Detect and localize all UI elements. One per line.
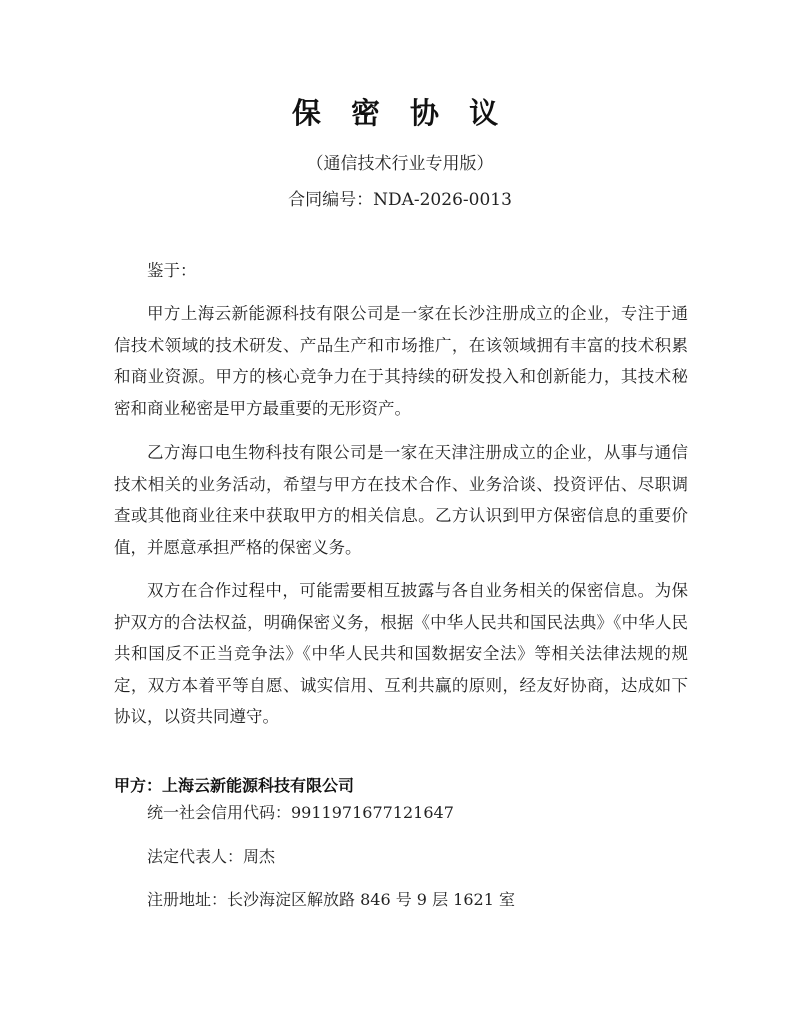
party-a-legal-representative: 法定代表人：周杰 — [147, 847, 276, 866]
document-title: 保 密 协 议 — [291, 96, 509, 130]
party-a-registered-address: 注册地址：长沙海淀区解放路 846 号 9 层 1621 室 — [147, 890, 515, 909]
recital-paragraph-party-a — [114, 298, 688, 424]
recitals-heading-text: 鉴于： — [147, 261, 197, 280]
recital-paragraph-b-text: 乙方海口电生物科技有限公司是一家在天津注册成立的企业，从事与通信技术相关的业务活动，希望与甲方在技术合作、业务洽谈、投资评估、尽职调查或其他商业往来中获取甲方的相关信息。乙方认识到甲方保密信息的重要价值，并愿意承担严格的保密义务。 — [114, 443, 688, 557]
recital-paragraph-purpose — [114, 575, 688, 733]
contract-number: 合同编号：NDA-2026-0013 — [288, 190, 512, 210]
party-a-heading: 甲方：上海云新能源科技有限公司 — [114, 776, 355, 795]
recital-paragraph-c-text: 双方在合作过程中，可能需要相互披露与各自业务相关的保密信息。为保护双方的合法权益，明确保密义务，根据《中华人民共和国民法典》《中华人民共和国反不正当竞争法》《中华人民共和国数据安全法》等相关法律法规的规定，双方本着平等自愿、诚实信用、互利共赢的原则，经友好协商，达成如下协议，以资共同遵守。 — [114, 581, 688, 726]
recitals-heading — [114, 255, 688, 287]
recital-paragraph-a-text: 甲方上海云新能源科技有限公司是一家在长沙注册成立的企业，专注于通信技术领域的技术研发、产品生产和市场推广，在该领域拥有丰富的技术积累和商业资源。甲方的核心竞争力在于其持续的研发投入和创新能力，其技术秘密和商业秘密是甲方最重要的无形资产。 — [114, 304, 688, 418]
recital-paragraph-party-b — [114, 437, 688, 563]
party-a-credit-code: 统一社会信用代码：9911971677121647 — [147, 803, 454, 822]
document-subtitle: （通信技术行业专用版） — [306, 154, 494, 174]
